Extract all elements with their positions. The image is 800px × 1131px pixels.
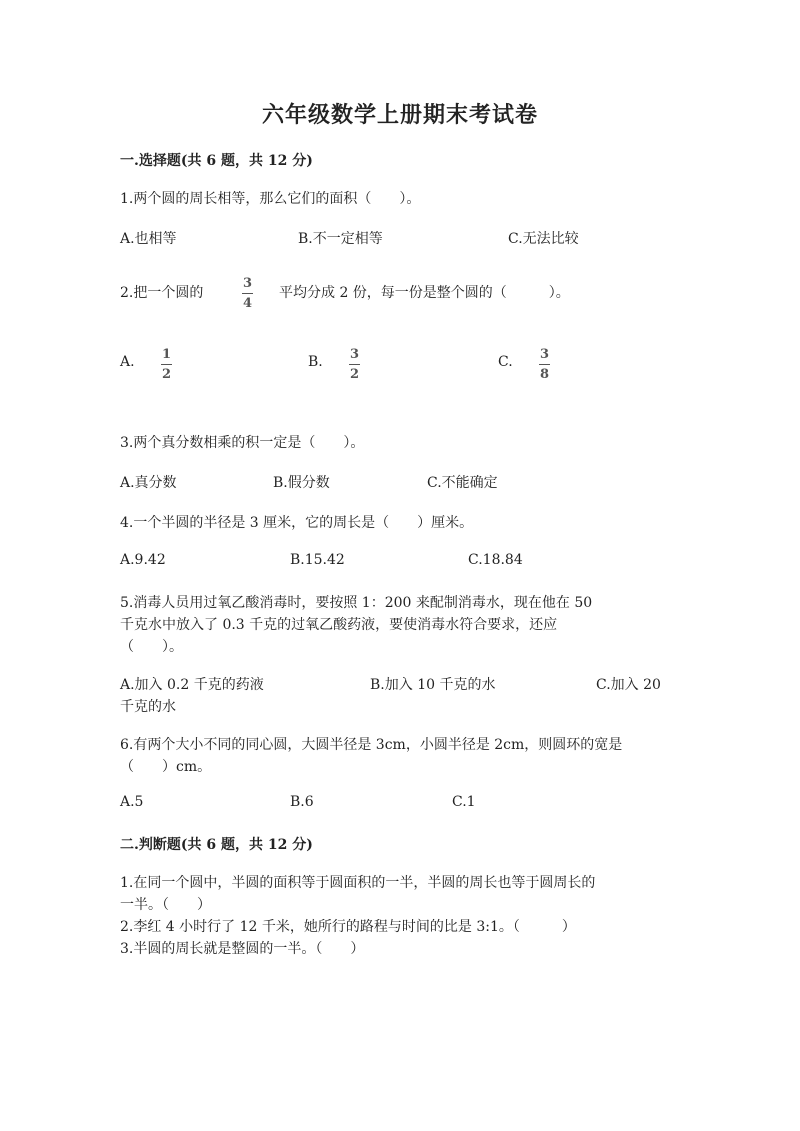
fraction-denominator: 4 xyxy=(242,296,253,311)
fraction-bar xyxy=(161,364,172,365)
question-2-option-c-fraction[interactable] xyxy=(539,347,550,382)
judge-1-line-1: 1.在同一个圆中，半圆的面积等于圆面积的一半，半圆的周长也等于圆周长的 xyxy=(120,875,596,891)
question-2-stem-fraction xyxy=(242,276,253,311)
fraction-bar xyxy=(539,364,550,365)
question-4-option-b[interactable]: B.15.42 xyxy=(290,552,345,568)
question-5-stem-line-1: 5.消毒人员用过氧乙酸消毒时，要按照 1：200 来配制消毒水，现在他在 50 xyxy=(120,595,593,611)
fraction-denominator: 8 xyxy=(539,367,550,382)
question-5-option-c[interactable]: C.加入 20 xyxy=(596,677,661,693)
question-1-option-a[interactable]: A.也相等 xyxy=(120,231,177,247)
question-3-option-b[interactable]: B.假分数 xyxy=(273,475,330,491)
section-heading-judge: 二.判断题(共 6 题，共 12 分) xyxy=(120,837,313,853)
question-3-option-a[interactable]: A.真分数 xyxy=(120,475,177,491)
fraction-denominator: 2 xyxy=(161,367,172,382)
question-5-stem-line-2: 千克水中放入了 0.3 千克的过氧乙酸药液，要使消毒水符合要求，还应 xyxy=(120,617,558,633)
question-2-option-a-fraction[interactable] xyxy=(161,347,172,382)
question-2-option-c-label[interactable]: C. xyxy=(498,354,513,370)
question-4-option-c[interactable]: C.18.84 xyxy=(468,552,523,568)
page-title: 六年级数学上册期末考试卷 xyxy=(261,102,538,128)
fraction-numerator: 3 xyxy=(539,347,550,362)
question-5-option-b[interactable]: B.加入 10 千克的水 xyxy=(370,677,496,693)
question-6-option-b[interactable]: B.6 xyxy=(290,794,314,810)
question-4-stem: 4.一个半圆的半径是 3 厘米，它的周长是（ ）厘米。 xyxy=(120,515,474,531)
judge-1-line-2: 一半。（ ） xyxy=(120,897,211,913)
fraction-bar xyxy=(242,293,253,294)
question-6-option-c[interactable]: C.1 xyxy=(452,794,476,810)
fraction-numerator: 1 xyxy=(161,347,172,362)
question-5-stem-line-3: （ ）。 xyxy=(120,639,183,655)
judge-2: 2.李红 4 小时行了 12 千米，她所行的路程与时间的比是 3:1。（ ） xyxy=(120,919,576,935)
question-5-option-a[interactable]: A.加入 0.2 千克的药液 xyxy=(120,677,264,693)
question-2-option-b-label[interactable]: B. xyxy=(308,354,323,370)
fraction-numerator: 3 xyxy=(242,276,253,291)
question-6-option-a[interactable]: A.5 xyxy=(120,794,144,810)
judge-3: 3.半圆的周长就是整圆的一半。（ ） xyxy=(120,941,365,957)
question-1-option-c[interactable]: C.无法比较 xyxy=(508,231,579,247)
question-3-stem: 3.两个真分数相乘的积一定是（ ）。 xyxy=(120,435,365,451)
question-2-option-b-fraction[interactable] xyxy=(349,347,360,382)
question-6-stem-line-2: （ ）cm。 xyxy=(120,759,212,775)
question-2-option-a-label[interactable]: A. xyxy=(120,354,135,370)
question-1-option-b[interactable]: B.不一定相等 xyxy=(298,231,383,247)
question-4-option-a[interactable]: A.9.42 xyxy=(120,552,166,568)
question-2-stem-after: 平均分成 2 份，每一份是整个圆的（ ）。 xyxy=(279,285,570,301)
question-1-stem: 1.两个圆的周长相等，那么它们的面积（ ）。 xyxy=(120,191,421,207)
question-6-stem-line-1: 6.有两个大小不同的同心圆，大圆半径是 3cm，小圆半径是 2cm，则圆环的宽是 xyxy=(120,737,623,753)
fraction-denominator: 2 xyxy=(349,367,360,382)
question-3-option-c[interactable]: C.不能确定 xyxy=(427,475,498,491)
fraction-numerator: 3 xyxy=(349,347,360,362)
section-heading-choice: 一.选择题(共 6 题，共 12 分) xyxy=(120,153,313,169)
question-2-stem-before: 2.把一个圆的 xyxy=(120,285,204,301)
fraction-bar xyxy=(349,364,360,365)
question-5-option-c-continued: 千克的水 xyxy=(120,699,176,715)
